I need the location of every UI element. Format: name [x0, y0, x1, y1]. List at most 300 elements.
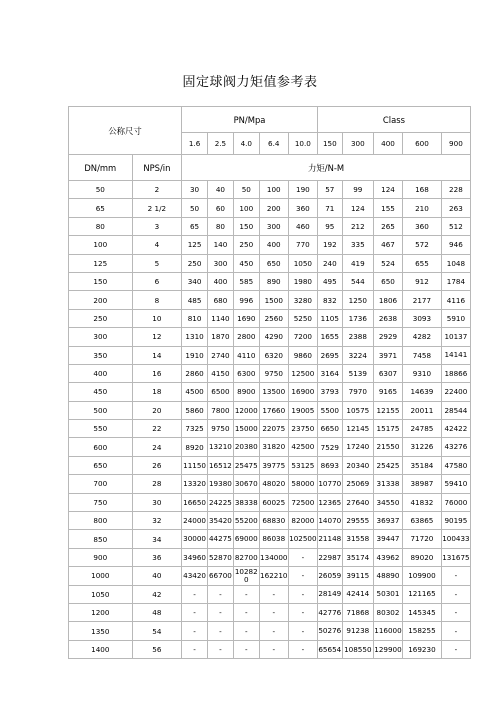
torque-cell: 20011: [403, 401, 442, 419]
torque-cell: 102500: [288, 530, 317, 548]
torque-cell: 1870: [208, 328, 234, 346]
dn-cell: 1000: [69, 567, 133, 585]
torque-cell: 512: [441, 217, 470, 235]
torque-cell: 17240: [342, 438, 373, 456]
torque-cell: 4282: [403, 328, 442, 346]
torque-cell: 495: [317, 272, 342, 290]
torque-cell: 23750: [288, 420, 317, 438]
torque-cell: 19005: [288, 401, 317, 419]
torque-cell: 19380: [208, 475, 234, 493]
torque-cell: 3280: [288, 291, 317, 309]
torque-cell: 42414: [342, 585, 373, 603]
torque-cell: 131675: [441, 548, 470, 566]
torque-cell: 1140: [208, 309, 234, 327]
torque-cell: 129900: [373, 640, 402, 658]
torque-cell: 10575: [342, 401, 373, 419]
torque-cell: 65: [182, 217, 208, 235]
nps-cell: 20: [132, 401, 182, 419]
torque-cell: -: [288, 585, 317, 603]
dn-cell: 1050: [69, 585, 133, 603]
nps-cell: 40: [132, 567, 182, 585]
table-row: [69, 456, 471, 474]
torque-cell: 4290: [259, 328, 288, 346]
torque-cell: 9750: [259, 364, 288, 382]
table-row: [69, 493, 471, 511]
torque-cell: 1500: [259, 291, 288, 309]
torque-cell: 22075: [259, 420, 288, 438]
torque-cell: 50276: [317, 622, 342, 640]
torque-cell: -: [233, 585, 259, 603]
torque-cell: 6300: [233, 364, 259, 382]
torque-cell: 31226: [403, 438, 442, 456]
table-row: [69, 585, 471, 603]
torque-cell: 155: [373, 199, 402, 217]
torque-cell: -: [441, 567, 470, 585]
torque-cell: -: [182, 622, 208, 640]
torque-cell: 34550: [373, 493, 402, 511]
torque-cell: 524: [373, 254, 402, 272]
torque-cell: 80302: [373, 603, 402, 621]
nps-cell: 2 1/2: [132, 199, 182, 217]
torque-cell: 335: [342, 236, 373, 254]
header-row-units: [69, 155, 471, 181]
torque-cell: 3224: [342, 346, 373, 364]
torque-cell: 76000: [441, 493, 470, 511]
table-row: [69, 475, 471, 493]
torque-cell: 9750: [208, 420, 234, 438]
torque-cell: 2800: [233, 328, 259, 346]
torque-cell: 14070: [317, 512, 342, 530]
torque-cell: 1690: [233, 309, 259, 327]
torque-cell: 34960: [182, 548, 208, 566]
nps-cell: 4: [132, 236, 182, 254]
torque-cell: 300: [259, 217, 288, 235]
torque-cell: 35174: [342, 548, 373, 566]
pn-header: 1.6: [182, 133, 208, 155]
torque-cell: 26059: [317, 567, 342, 585]
torque-cell: 3093: [403, 309, 442, 327]
torque-cell: -: [441, 640, 470, 658]
torque-cell: 11150: [182, 456, 208, 474]
torque-cell: 1655: [317, 328, 342, 346]
torque-cell: 169230: [403, 640, 442, 658]
nps-cell: 30: [132, 493, 182, 511]
torque-cell: 42776: [317, 603, 342, 621]
torque-cell: 31338: [373, 475, 402, 493]
table-row: [69, 622, 471, 640]
torque-cell: 31820: [259, 438, 288, 456]
torque-cell: 419: [342, 254, 373, 272]
torque-cell: 91238: [342, 622, 373, 640]
torque-cell: -: [208, 622, 234, 640]
class-group-header: Class: [317, 107, 470, 133]
nps-cell: 32: [132, 512, 182, 530]
torque-cell: -: [259, 640, 288, 658]
nps-cell: 26: [132, 456, 182, 474]
nps-cell: 28: [132, 475, 182, 493]
torque-cell: 4500: [182, 383, 208, 401]
nps-cell: 56: [132, 640, 182, 658]
torque-cell: 8900: [233, 383, 259, 401]
torque-cell: -: [208, 585, 234, 603]
torque-cell: -: [182, 640, 208, 658]
torque-cell: 22400: [441, 383, 470, 401]
torque-cell: 90195: [441, 512, 470, 530]
torque-cell: 650: [259, 254, 288, 272]
torque-cell: -: [259, 603, 288, 621]
torque-cell: 39775: [259, 456, 288, 474]
torque-cell: 89020: [403, 548, 442, 566]
torque-cell: 121165: [403, 585, 442, 603]
torque-cell: 832: [317, 291, 342, 309]
torque-cell: 190: [288, 181, 317, 199]
pn-header: 6.4: [259, 133, 288, 155]
header-row-groups: [69, 107, 471, 133]
dn-cell: 65: [69, 199, 133, 217]
torque-cell: 102820: [234, 567, 258, 584]
torque-cell: 44275: [208, 530, 234, 548]
torque-cell: 25475: [233, 456, 259, 474]
nps-cell: 3: [132, 217, 182, 235]
torque-cell: 80: [208, 217, 234, 235]
torque-cell: 1048: [441, 254, 470, 272]
torque-cell: 1910: [182, 346, 208, 364]
torque-cell: 65654: [317, 640, 342, 658]
torque-cell: 125: [182, 236, 208, 254]
torque-cell: 7325: [182, 420, 208, 438]
torque-cell: -: [233, 622, 259, 640]
dn-cell: 350: [69, 346, 133, 364]
torque-cell: 485: [182, 291, 208, 309]
table-row: [69, 254, 471, 272]
torque-cell: 13320: [182, 475, 208, 493]
pn-group-header: PN/Mpa: [182, 107, 318, 133]
torque-cell: 162210: [259, 567, 288, 585]
torque-cell: -: [208, 603, 234, 621]
table-row: [69, 346, 471, 364]
torque-cell: -: [233, 640, 259, 658]
torque-cell: 8920: [182, 438, 208, 456]
pn-header: 10.0: [288, 133, 317, 155]
torque-cell: 7200: [288, 328, 317, 346]
pn-header: 4.0: [233, 133, 259, 155]
torque-cell: 210: [403, 199, 442, 217]
torque-cell: 228: [441, 181, 470, 199]
torque-cell: 124: [342, 199, 373, 217]
table-row: [69, 548, 471, 566]
dn-cell: 1400: [69, 640, 133, 658]
torque-cell: 3971: [373, 346, 402, 364]
torque-cell: 3164: [317, 364, 342, 382]
torque-cell: 200: [259, 199, 288, 217]
torque-cell: 6320: [259, 346, 288, 364]
class-header: 400: [373, 133, 402, 155]
dn-cell: 750: [69, 493, 133, 511]
torque-cell: 250: [233, 236, 259, 254]
dn-cell: 125: [69, 254, 133, 272]
dn-cell: 50: [69, 181, 133, 199]
class-header: 150: [317, 133, 342, 155]
torque-cell: 15175: [373, 420, 402, 438]
torque-cell: 50: [182, 199, 208, 217]
dn-cell: 200: [69, 291, 133, 309]
torque-cell: 57: [317, 181, 342, 199]
torque-cell: 38987: [403, 475, 442, 493]
torque-cell: 16650: [182, 493, 208, 511]
nps-cell: 54: [132, 622, 182, 640]
dn-cell: 400: [69, 364, 133, 382]
torque-cell: 150: [233, 217, 259, 235]
torque-cell: 912: [403, 272, 442, 290]
torque-cell: 168: [403, 181, 442, 199]
torque-cell: 650: [373, 272, 402, 290]
torque-cell: 265: [373, 217, 402, 235]
torque-cell: 24785: [403, 420, 442, 438]
dn-cell: 100: [69, 236, 133, 254]
torque-cell: 240: [317, 254, 342, 272]
dn-cell: 700: [69, 475, 133, 493]
torque-cell: -: [233, 603, 259, 621]
nominal-size-header: 公称尺寸: [69, 107, 182, 155]
torque-cell: 4150: [208, 364, 234, 382]
nps-cell: 22: [132, 420, 182, 438]
torque-cell: 6307: [373, 364, 402, 382]
torque-cell: 14639: [403, 383, 442, 401]
table-row: [69, 383, 471, 401]
torque-cell: 18866: [441, 364, 470, 382]
nps-cell: 34: [132, 530, 182, 548]
torque-cell: 108550: [342, 640, 373, 658]
torque-cell: 1310: [182, 328, 208, 346]
dn-cell: 500: [69, 401, 133, 419]
torque-cell: 30000: [182, 530, 208, 548]
torque-cell: 82000: [288, 512, 317, 530]
torque-cell: 53125: [288, 456, 317, 474]
torque-cell: 2929: [373, 328, 402, 346]
torque-cell: 10770: [317, 475, 342, 493]
nps-cell: 6: [132, 272, 182, 290]
torque-cell: 100: [233, 199, 259, 217]
torque-cell: 15000: [233, 420, 259, 438]
torque-cell: 14141: [441, 346, 470, 364]
torque-cell: 5500: [317, 401, 342, 419]
torque-cell: 95: [317, 217, 342, 235]
dn-cell: 450: [69, 383, 133, 401]
torque-cell: 43420: [182, 567, 208, 585]
dn-cell: 900: [69, 548, 133, 566]
torque-cell: 192: [317, 236, 342, 254]
torque-cell: -: [208, 640, 234, 658]
class-header: 300: [342, 133, 373, 155]
torque-cell: 55200: [233, 512, 259, 530]
torque-cell: 43962: [373, 548, 402, 566]
dn-cell: 650: [69, 456, 133, 474]
torque-cell: -: [259, 622, 288, 640]
torque-cell: 5250: [288, 309, 317, 327]
torque-cell: 36937: [373, 512, 402, 530]
torque-cell: 467: [373, 236, 402, 254]
table-row: [69, 328, 471, 346]
table-row: [69, 181, 471, 199]
torque-cell: 24225: [208, 493, 234, 511]
nps-cell: 24: [132, 438, 182, 456]
torque-cell: -: [288, 603, 317, 621]
nps-cell: 2: [132, 181, 182, 199]
dn-cell: 150: [69, 272, 133, 290]
torque-cell: 25425: [373, 456, 402, 474]
torque-cell: 6650: [317, 420, 342, 438]
torque-cell: 360: [403, 217, 442, 235]
torque-cell: 1105: [317, 309, 342, 327]
torque-cell: 100: [259, 181, 288, 199]
torque-cell: 21550: [373, 438, 402, 456]
torque-cell: 2560: [259, 309, 288, 327]
torque-cell: 42500: [288, 438, 317, 456]
torque-cell: 4110: [233, 346, 259, 364]
torque-cell: 9310: [403, 364, 442, 382]
nps-cell: 48: [132, 603, 182, 621]
torque-cell: 47580: [441, 456, 470, 474]
torque-cell: 28149: [317, 585, 342, 603]
torque-cell: 60: [208, 199, 234, 217]
torque-cell: 1980: [288, 272, 317, 290]
table-row: [69, 364, 471, 382]
dn-cell: 1200: [69, 603, 133, 621]
torque-cell: 116000: [373, 622, 402, 640]
torque-cell: -: [288, 548, 317, 566]
torque-cell: 572: [403, 236, 442, 254]
table-row: [69, 530, 471, 548]
torque-cell: 50301: [373, 585, 402, 603]
torque-cell: -: [259, 585, 288, 603]
dn-cell: 1350: [69, 622, 133, 640]
torque-cell: 2638: [373, 309, 402, 327]
torque-cell: 12365: [317, 493, 342, 511]
torque-cell: 22987: [317, 548, 342, 566]
torque-cell: -: [441, 603, 470, 621]
torque-cell: 5860: [182, 401, 208, 419]
torque-cell: 12500: [288, 364, 317, 382]
torque-cell: -: [182, 585, 208, 603]
torque-cell: 27640: [342, 493, 373, 511]
torque-cell: 16900: [288, 383, 317, 401]
torque-cell: -: [441, 622, 470, 640]
torque-cell: 2177: [403, 291, 442, 309]
table-row: [69, 512, 471, 530]
torque-cell: 7529: [317, 438, 342, 456]
torque-cell: 42422: [441, 420, 470, 438]
dn-cell: 250: [69, 309, 133, 327]
torque-cell: 655: [403, 254, 442, 272]
torque-cell: 20380: [233, 438, 259, 456]
torque-cell: 400: [208, 272, 234, 290]
torque-cell: 212: [342, 217, 373, 235]
torque-cell: 71868: [342, 603, 373, 621]
torque-cell: 24000: [182, 512, 208, 530]
torque-cell: -: [288, 567, 317, 585]
torque-cell: 82700: [233, 548, 259, 566]
torque-cell: 48890: [373, 567, 402, 585]
dn-cell: 800: [69, 512, 133, 530]
torque-cell: 158255: [403, 622, 442, 640]
torque-cell: -: [288, 640, 317, 658]
torque-cell: -: [182, 603, 208, 621]
torque-cell: 1784: [441, 272, 470, 290]
torque-cell: 300: [208, 254, 234, 272]
torque-cell: 48020: [259, 475, 288, 493]
torque-cell: 43276: [441, 438, 470, 456]
table-body: [69, 107, 471, 659]
torque-cell: 12145: [342, 420, 373, 438]
nps-cell: 12: [132, 328, 182, 346]
dn-cell: 300: [69, 328, 133, 346]
torque-cell: 50: [233, 181, 259, 199]
torque-cell: 30: [182, 181, 208, 199]
torque-cell: -: [441, 585, 470, 603]
torque-cell: 360: [288, 199, 317, 217]
torque-cell: 41832: [403, 493, 442, 511]
torque-cell: 13210: [208, 438, 234, 456]
torque-cell: 12155: [373, 401, 402, 419]
torque-cell: 71720: [403, 530, 442, 548]
torque-cell: 71: [317, 199, 342, 217]
torque-cell: 8693: [317, 456, 342, 474]
table-row: [69, 401, 471, 419]
torque-cell: 21148: [317, 530, 342, 548]
torque-cell: 770: [288, 236, 317, 254]
torque-cell: 4116: [441, 291, 470, 309]
table-row: [69, 236, 471, 254]
nps-cell: 42: [132, 585, 182, 603]
nps-header: NPS/in: [132, 155, 182, 181]
table-row: [69, 199, 471, 217]
nps-cell: 5: [132, 254, 182, 272]
table-row: [69, 567, 471, 585]
torque-cell: 1250: [342, 291, 373, 309]
table-row: [69, 309, 471, 327]
dn-cell: 600: [69, 438, 133, 456]
torque-cell: 7970: [342, 383, 373, 401]
table-row: [69, 640, 471, 658]
torque-cell: 544: [342, 272, 373, 290]
torque-cell: 450: [233, 254, 259, 272]
torque-cell: 140: [208, 236, 234, 254]
table-row: [69, 272, 471, 290]
torque-cell: 99: [342, 181, 373, 199]
torque-cell: 124: [373, 181, 402, 199]
torque-cell: 72500: [288, 493, 317, 511]
torque-cell: 263: [441, 199, 470, 217]
torque-cell: 58000: [288, 475, 317, 493]
page-title: 固定球阀力矩值参考表: [182, 75, 318, 90]
torque-cell: 60025: [259, 493, 288, 511]
torque-cell: 25069: [342, 475, 373, 493]
torque-cell: 6500: [208, 383, 234, 401]
torque-cell: 20340: [342, 456, 373, 474]
torque-cell: 2388: [342, 328, 373, 346]
torque-cell: 35420: [208, 512, 234, 530]
class-header: 900: [441, 133, 470, 155]
torque-cell: 3793: [317, 383, 342, 401]
torque-cell: 38338: [233, 493, 259, 511]
torque-cell: 1736: [342, 309, 373, 327]
torque-cell: 28544: [441, 401, 470, 419]
torque-cell: 31558: [342, 530, 373, 548]
torque-cell: 86038: [259, 530, 288, 548]
torque-cell: 109900: [403, 567, 442, 585]
torque-cell: 400: [259, 236, 288, 254]
nps-cell: 18: [132, 383, 182, 401]
